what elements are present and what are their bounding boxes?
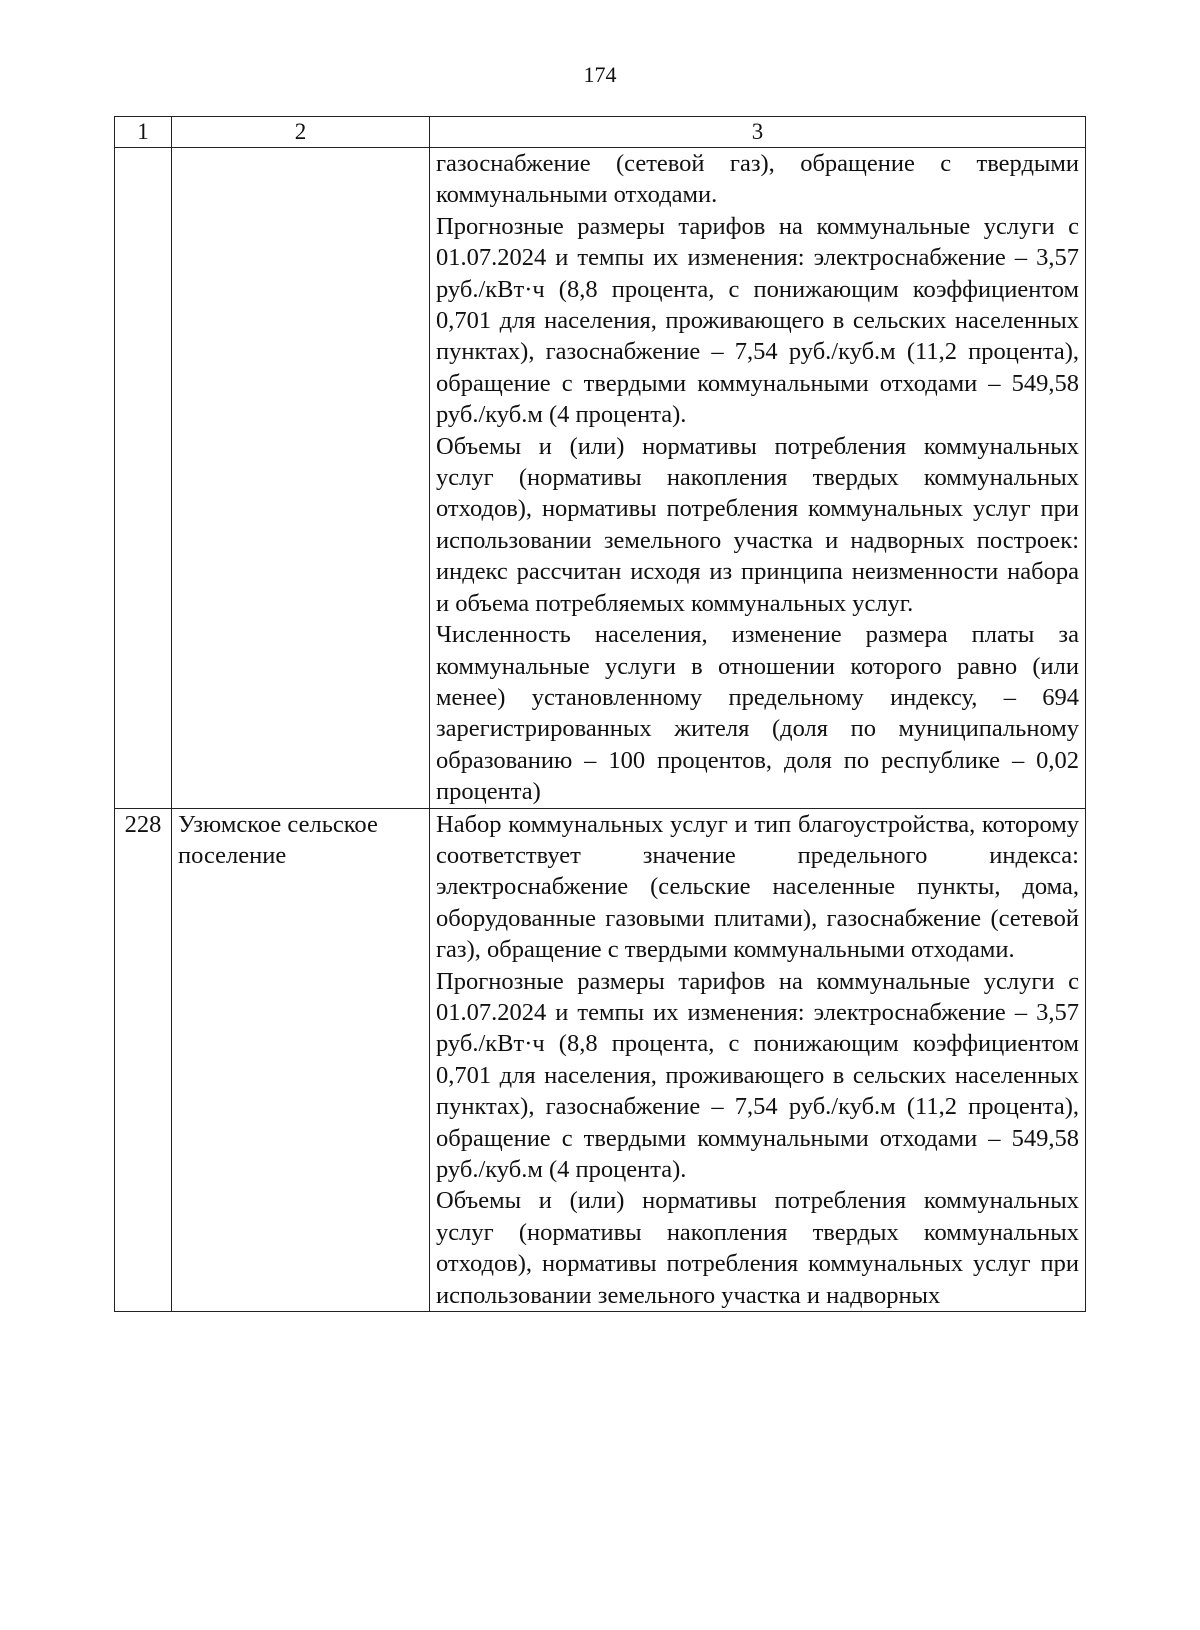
paragraph-utilities-set: Набор коммунальных услуг и тип благоустройства, которому соответствует значение предельного индекса: электроснабжение (сельские населенные пункты, дома, оборудованные газовыми плитами), газоснабжение (сетевой газ), обращение с твердыми коммунальными отходами. [436,810,1079,964]
column-header-1: 1 [115,117,172,148]
municipality-name-cell [172,148,430,809]
description-cell [430,148,1086,809]
utilities-table [114,116,1086,1312]
paragraph-norms: Объемы и (или) нормативы потребления коммунальных услуг (нормативы накопления твердых коммунальных отходов), нормативы потребления коммунальных услуг при использовании земельного участка и надворных [436,1187,1079,1309]
table-header-row [115,117,1086,148]
paragraph-population: Численность населения, изменение размера платы за коммунальные услуги в отношении которого равно (или менее) установленному предельному индексу, – 694 зарегистрированных жителя (доля по муниципальному образованию – 100 процентов, доля по республике – 0,02 процента) [436,621,1079,806]
column-header-2: 2 [172,117,430,148]
paragraph-tariffs: Прогнозные размеры тарифов на коммунальные услуги с 01.07.2024 и темпы их изменения: электроснабжение – 3,57 руб./кВт·ч (8,8 процента, с понижающим коэффициентом 0,701 для населения, проживающего в сельских населенных пунктах), газоснабжение – 7,54 руб./куб.м (11,2 процента), обращение с твердыми коммунальными отходами – 549,58 руб./куб.м (4 процента). [436,967,1079,1183]
description-cell [430,808,1086,1312]
paragraph-tariffs: Прогнозные размеры тарифов на коммунальные услуги с 01.07.2024 и темпы их изменения: электроснабжение – 3,57 руб./кВт·ч (8,8 процента, с понижающим коэффициентом 0,701 для населения, проживающего в сельских населенных пунктах), газоснабжение – 7,54 руб./куб.м (11,2 процента), обращение с твердыми коммунальными отходами – 549,58 руб./куб.м (4 процента). [436,212,1079,429]
page-number: 174 [583,62,617,87]
paragraph-norms: Объемы и (или) нормативы потребления коммунальных услуг (нормативы накопления твердых коммунальных отходов), нормативы потребления коммунальных услуг при использовании земельного участка и надворных построек: индекс рассчитан исходя из принципа неизменности набора и объема потребляемых коммунальных услуг. [436,432,1079,617]
row-number-cell: 228 [115,808,172,1312]
table-row-228 [115,808,1086,1312]
table-row-continued [115,148,1086,809]
row-number-cell [115,148,172,809]
column-header-3: 3 [430,117,1086,148]
paragraph-utilities-set-continued: газоснабжение (сетевой газ), обращение с твердыми коммунальными отходами. [436,150,1079,209]
municipality-name-cell: Узюмское сельское поселение [172,808,430,1312]
